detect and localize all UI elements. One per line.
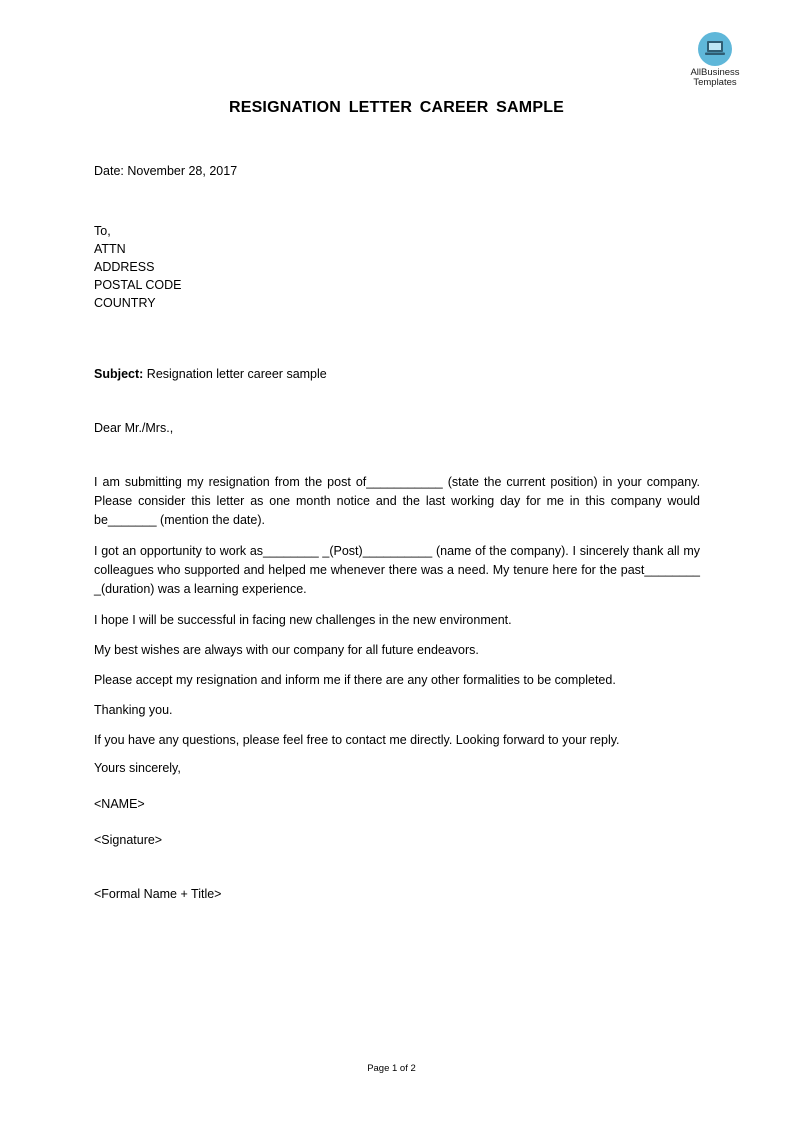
address-attn: ATTN (94, 242, 126, 256)
paragraph-formalities: Please accept my resignation and inform me if there are any other formalities to be completed. (94, 673, 616, 687)
closing-signature: <Signature> (94, 833, 163, 847)
laptop-icon (698, 32, 732, 66)
subject-label: Subject: (94, 367, 144, 381)
subject-line (94, 367, 327, 381)
page-number: Page 1 of 2 (367, 1063, 416, 1074)
paragraph-best-wishes: My best wishes are always with our company for all future endeavors. (94, 643, 479, 657)
address-line: ADDRESS (94, 260, 155, 274)
closing-formal-name: <Formal Name + Title> (94, 887, 222, 901)
logo-text (680, 68, 750, 88)
paragraph-thanking: Thanking you. (94, 703, 173, 717)
paragraph-challenges: I hope I will be successful in facing new challenges in the new environment. (94, 613, 512, 627)
salutation: Dear Mr./Mrs., (94, 421, 174, 435)
address-country: COUNTRY (94, 296, 156, 310)
company-logo (680, 32, 750, 88)
logo-line-2: Templates (693, 77, 737, 88)
address-to: To, (94, 224, 111, 238)
paragraph-resignation: I am submitting my resignation from the post of___________ (state the current position) in your company. Please consider this letter as one month notice and the last working day for me in this company would be_______ (mention the date). (94, 475, 700, 527)
subject-text: Resignation letter career sample (143, 367, 327, 381)
document-title: RESIGNATION LETTER CAREER SAMPLE (228, 99, 565, 116)
logo-line-1: AllBusiness (690, 67, 740, 78)
date-line: Date: November 28, 2017 (94, 164, 238, 178)
paragraph-questions: If you have any questions, please feel free to contact me directly. Looking forward to your reply. (94, 733, 620, 747)
closing-sincerely: Yours sincerely, (94, 761, 181, 775)
closing-name: <NAME> (94, 797, 145, 811)
paragraph-opportunity: I got an opportunity to work as________ _(Post)__________ (name of the company). I sincerely thank all my colleagues who supported and helped me whenever there was a need. My tenure here for the past________ _(duration) was a learning experience. (94, 544, 700, 596)
address-postal-code: POSTAL CODE (94, 278, 182, 292)
